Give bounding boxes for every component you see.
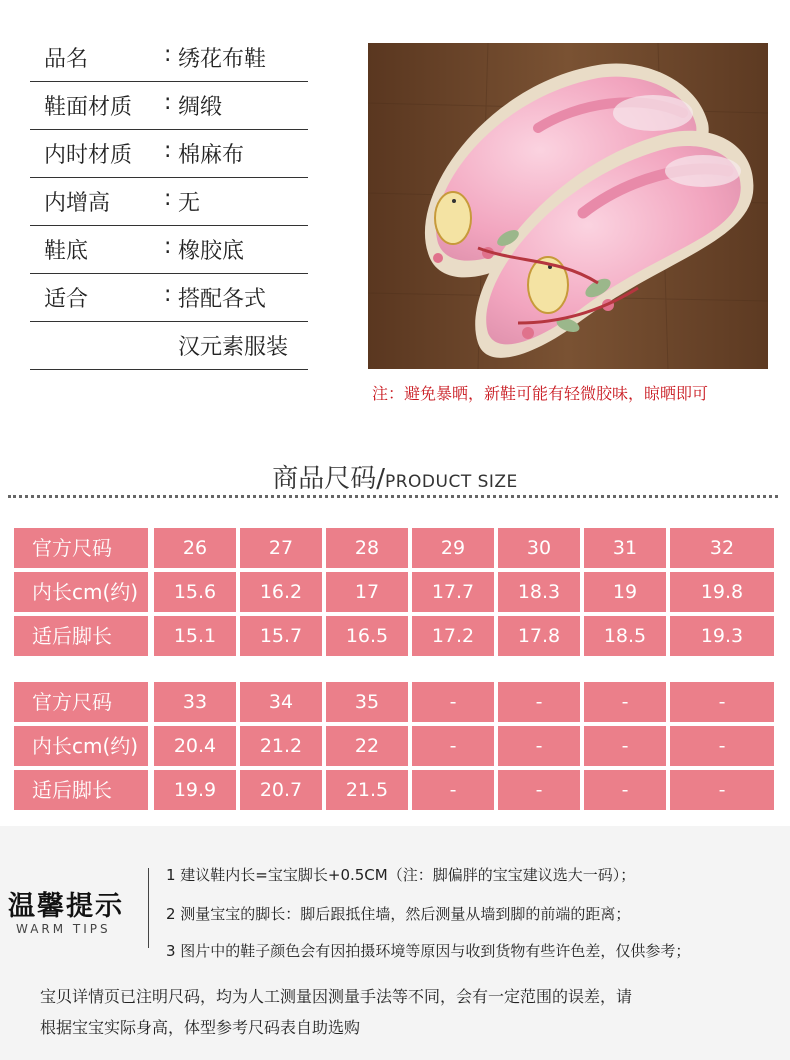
size-cell: - xyxy=(670,770,774,810)
size-cell: - xyxy=(498,770,580,810)
size-cell: 15.6 xyxy=(154,572,236,612)
size-cell: 30 xyxy=(498,528,580,568)
product-photo xyxy=(368,43,768,369)
size-cell: - xyxy=(670,682,774,722)
size-cell: - xyxy=(412,726,494,766)
spec-value: 橡胶底 xyxy=(178,239,245,264)
spec-row xyxy=(30,322,308,370)
spec-label: 鞋底 xyxy=(44,239,89,264)
size-cell: - xyxy=(498,726,580,766)
tip-item: 1 建议鞋内长=宝宝脚长+0.5CM（注：脚偏胖的宝宝建议选大一码）； xyxy=(166,866,636,884)
size-cell: 19 xyxy=(584,572,666,612)
spec-colon: : xyxy=(164,234,172,259)
dotted-divider xyxy=(8,495,778,498)
size-cell: 15.7 xyxy=(240,616,322,656)
tip-item: 3 图片中的鞋子颜色会有因拍摄环境等原因与收到货物有些许色差，仅供参考； xyxy=(166,942,691,960)
spec-value: 搭配各式 xyxy=(178,287,267,312)
size-cell: 35 xyxy=(326,682,408,722)
spec-row xyxy=(30,178,308,226)
size-cell: 19.9 xyxy=(154,770,236,810)
size-cell: 15.1 xyxy=(154,616,236,656)
spec-value: 绸缎 xyxy=(178,95,223,120)
care-note: 注：避免暴晒，新鞋可能有轻微胶味，晾晒即可 xyxy=(372,384,709,403)
size-cell: 18.5 xyxy=(584,616,666,656)
size-cell: 17.8 xyxy=(498,616,580,656)
size-cell: - xyxy=(412,770,494,810)
spec-row xyxy=(30,82,308,130)
spec-label: 内增高 xyxy=(44,191,111,216)
size-cell: 17.2 xyxy=(412,616,494,656)
spec-label: 内时材质 xyxy=(44,143,133,168)
size-cell: 21.5 xyxy=(326,770,408,810)
size-row-header: 内长cm(约) xyxy=(14,726,148,766)
size-section-title xyxy=(0,458,790,495)
spec-colon: : xyxy=(164,186,172,211)
size-cell: 33 xyxy=(154,682,236,722)
size-cell: 16.5 xyxy=(326,616,408,656)
size-cell: 17 xyxy=(326,572,408,612)
size-row-header: 适后脚长 xyxy=(14,770,148,810)
tip-item: 2 测量宝宝的脚长：脚后跟抵住墙，然后测量从墙到脚的前端的距离； xyxy=(166,905,631,923)
size-cell: 19.3 xyxy=(670,616,774,656)
spec-colon: : xyxy=(164,138,172,163)
size-cell: 16.2 xyxy=(240,572,322,612)
spec-colon: : xyxy=(164,282,172,307)
spec-row xyxy=(30,274,308,322)
size-cell: 28 xyxy=(326,528,408,568)
size-cell: 22 xyxy=(326,726,408,766)
size-cell: 32 xyxy=(670,528,774,568)
spec-value: 无 xyxy=(178,191,201,216)
spec-value: 棉麻布 xyxy=(178,143,245,168)
size-row-header: 适后脚长 xyxy=(14,616,148,656)
size-cell: 29 xyxy=(412,528,494,568)
spec-row xyxy=(30,226,308,274)
tips-subtitle: WARM TIPS xyxy=(16,922,111,936)
size-cell: 18.3 xyxy=(498,572,580,612)
spec-colon: : xyxy=(164,42,172,67)
spec-table xyxy=(30,34,308,370)
size-title-cn: 商品尺码/ xyxy=(272,464,385,494)
size-cell: 21.2 xyxy=(240,726,322,766)
footer-text: 根据宝宝实际身高，体型参考尺码表自助选购 xyxy=(40,1018,361,1037)
size-row-header: 内长cm(约) xyxy=(14,572,148,612)
spec-colon: : xyxy=(164,90,172,115)
size-row-header: 官方尺码 xyxy=(14,682,148,722)
tips-title: 温馨提示 xyxy=(8,891,124,922)
size-cell: 17.7 xyxy=(412,572,494,612)
size-cell: 27 xyxy=(240,528,322,568)
size-cell: - xyxy=(584,726,666,766)
size-cell: 26 xyxy=(154,528,236,568)
spec-value: 绣花布鞋 xyxy=(178,47,267,72)
size-cell: 31 xyxy=(584,528,666,568)
spec-row xyxy=(30,130,308,178)
size-cell: - xyxy=(498,682,580,722)
size-cell: - xyxy=(584,770,666,810)
size-cell: 20.4 xyxy=(154,726,236,766)
size-cell: - xyxy=(670,726,774,766)
size-cell: - xyxy=(412,682,494,722)
spec-value: 汉元素服装 xyxy=(178,335,289,360)
spec-label: 品名 xyxy=(44,47,89,72)
tips-divider xyxy=(148,868,149,948)
size-cell: 20.7 xyxy=(240,770,322,810)
size-cell: 34 xyxy=(240,682,322,722)
spec-label: 适合 xyxy=(44,287,89,312)
spec-row xyxy=(30,34,308,82)
size-cell: 19.8 xyxy=(670,572,774,612)
size-row-header: 官方尺码 xyxy=(14,528,148,568)
shoes-illustration xyxy=(368,43,768,369)
size-title-en: PRODUCT SIZE xyxy=(384,472,518,492)
spec-label: 鞋面材质 xyxy=(44,95,133,120)
footer-text: 宝贝详情页已注明尺码，均为人工测量因测量手法等不同，会有一定范围的误差，请 xyxy=(40,987,633,1006)
size-cell: - xyxy=(584,682,666,722)
